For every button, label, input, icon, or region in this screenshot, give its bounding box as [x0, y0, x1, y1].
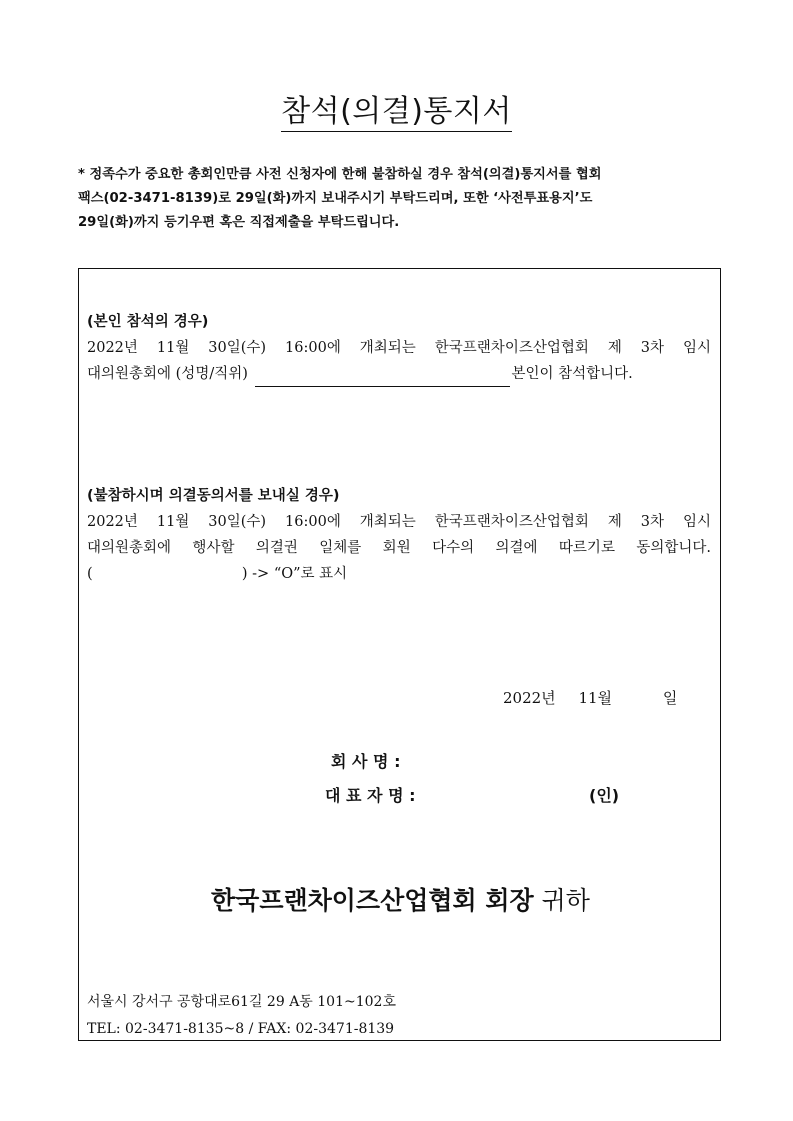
- mark-open-paren: (: [87, 566, 93, 582]
- notice-line-3: 29일(화)까지 등기우편 혹은 직접제출을 부탁드립니다.: [78, 215, 400, 230]
- recipient-line: [79, 881, 722, 917]
- form-box: [78, 268, 721, 1041]
- absent-line-3: [87, 561, 711, 587]
- date-month: 11월: [578, 689, 613, 707]
- date-day: 일: [662, 689, 678, 707]
- recipient-name: 한국프랜차이즈산업협회 회장: [211, 886, 534, 915]
- recipient-honorific: 귀하: [541, 886, 590, 915]
- attend-line-2-prefix: 대의원총회에 (성명/직위): [87, 366, 248, 382]
- address-line: 서울시 강서구 공항대로61길 29 A동 101~102호: [87, 994, 396, 1010]
- absent-section: [87, 483, 711, 587]
- representative-name-label: 대 표 자 명 :: [325, 786, 416, 805]
- attend-line-2-suffix: 본인이 참석합니다.: [511, 366, 633, 382]
- mark-instruction: ) -> “O”로 표시: [241, 566, 348, 582]
- notice-line-2: 팩스(02-3471-8139)로 29일(화)까지 보내주시기 부탁드리며, 또한 ‘사전투표용지’도: [78, 191, 593, 206]
- contact-line: TEL: 02-3471-8135~8 / FAX: 02-3471-8139: [87, 1021, 395, 1037]
- notice-line-1: * 정족수가 중요한 총회인만큼 사전 신청자에 한해 불참하실 경우 참석(의결)통지서를 협회: [78, 167, 602, 182]
- date-line: [503, 687, 695, 708]
- company-name-label: 회 사 명 :: [331, 752, 401, 771]
- attend-heading: (본인 참석의 경우): [87, 314, 209, 330]
- address-block: [87, 989, 396, 1043]
- absent-line-2: 대의원총회에 행사할 의결권 일체를 회원 다수의 의결에 따르기로 동의합니다.: [87, 540, 711, 556]
- name-position-field[interactable]: [255, 368, 510, 387]
- seal-mark: (인): [589, 786, 620, 805]
- absent-heading: (불참하시며 의결동의서를 보내실 경우): [87, 488, 340, 504]
- attend-line-1: 2022년 11월 30일(수) 16:00에 개최되는 한국프랜차이즈산업협회 제 3차 임시: [87, 340, 711, 356]
- attend-line-2: [87, 361, 711, 387]
- notice-block: [78, 163, 718, 235]
- absent-line-1: 2022년 11월 30일(수) 16:00에 개최되는 한국프랜차이즈산업협회 제 3차 임시: [87, 514, 711, 530]
- title-text: 참석(의결)통지서: [281, 94, 512, 132]
- document-title: [0, 86, 793, 130]
- attend-section: [87, 309, 711, 387]
- date-year: 2022년: [503, 689, 556, 707]
